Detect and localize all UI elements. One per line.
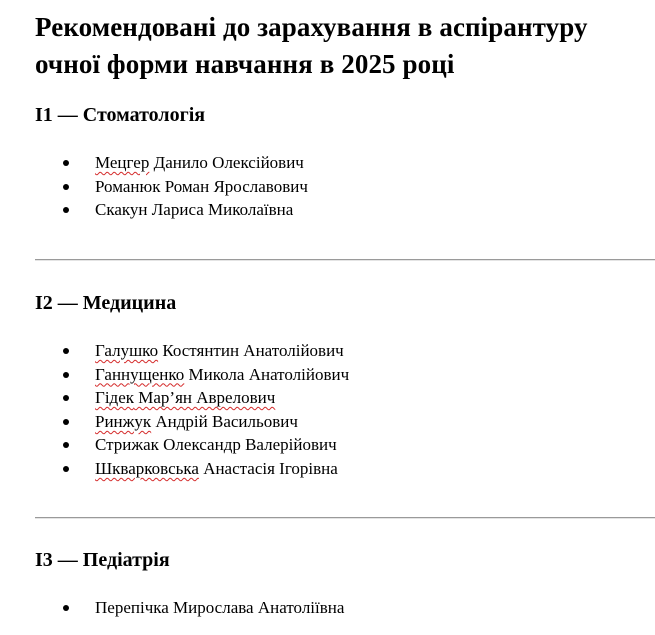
given-names: Микола Анатолійович <box>184 364 350 384</box>
page-title: Рекомендовані до зарахування в аспірантуру очної форми навчання в 2025 році <box>35 12 588 79</box>
person-name <box>95 363 349 387</box>
section-heading: I2 — Медицина <box>35 292 177 314</box>
surname: Романюк <box>95 176 161 196</box>
person-name <box>95 433 337 457</box>
bullet-icon <box>63 466 69 472</box>
given-names: Мар’ян Аврелович <box>134 388 276 408</box>
surname: Шкварковська <box>95 458 199 478</box>
person-name <box>95 386 275 410</box>
surname: Галушко <box>95 341 159 360</box>
bullet-icon <box>63 184 69 190</box>
person-name <box>95 457 338 481</box>
bullet-icon <box>63 605 69 611</box>
person-name <box>95 198 293 222</box>
given-names: Роман Ярославович <box>160 176 308 196</box>
surname: Скакун <box>95 200 148 220</box>
bullet-icon <box>63 207 69 213</box>
person-name <box>95 410 298 434</box>
person-name <box>95 175 308 199</box>
bullet-icon <box>63 395 69 401</box>
person-name <box>95 596 344 620</box>
section-divider <box>35 259 655 261</box>
section-divider <box>35 517 655 519</box>
surname: Стрижак <box>95 435 159 455</box>
given-names: Андрій Васильович <box>151 411 298 431</box>
given-names: Костянтин Анатолійович <box>158 341 344 360</box>
bullet-icon <box>63 160 69 166</box>
section-heading: I3 — Педіатрія <box>35 549 170 571</box>
surname: Ганнущенко <box>95 364 185 384</box>
surname: Ринжук <box>95 411 152 431</box>
surname: Гідек <box>95 388 135 408</box>
section-heading: I1 — Стоматологія <box>35 104 206 126</box>
surname: Мецгер <box>95 153 150 172</box>
given-names: Мирослава Анатоліївна <box>168 598 345 617</box>
person-name <box>95 339 344 363</box>
given-names: Лариса Миколаївна <box>147 200 294 220</box>
given-names: Анастасія Ігорівна <box>198 458 338 478</box>
bullet-icon <box>63 348 69 354</box>
given-names: Олександр Валерійович <box>158 435 337 455</box>
bullet-icon <box>63 372 69 378</box>
surname: Перепічка <box>95 598 169 617</box>
given-names: Данило Олексійович <box>149 153 304 172</box>
bullet-icon <box>63 419 69 425</box>
bullet-icon <box>63 442 69 448</box>
person-name <box>95 151 304 175</box>
